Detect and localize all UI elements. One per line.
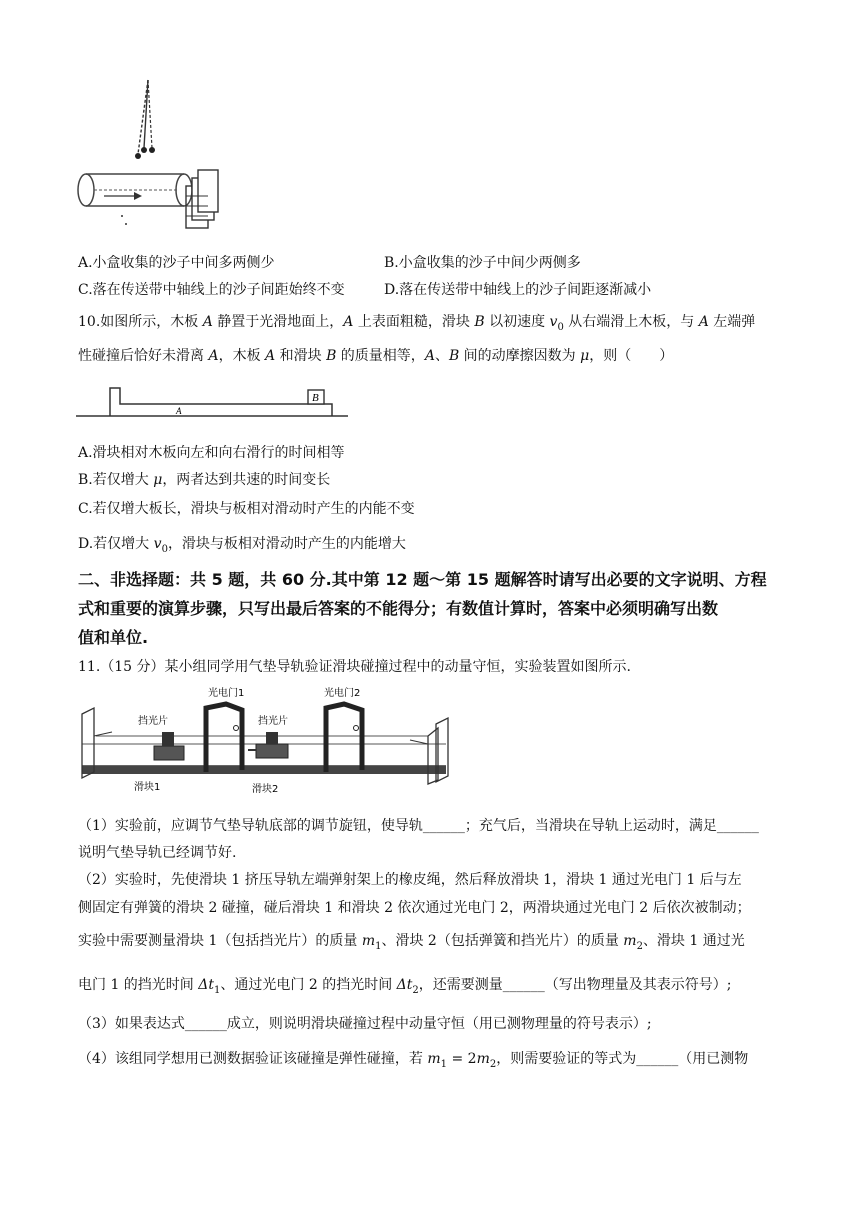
q9-option-a: A.小盒收集的沙子中间多两侧少: [78, 255, 275, 271]
q11-stem: 11.（15 分）某小组同学用气垫导轨验证滑块碰撞过程中的动量守恒，实验装置如图所示.: [78, 659, 631, 675]
q11-figure-slider1-label: 滑块1: [134, 782, 161, 793]
q10-option-a: A.滑块相对木板向左和向右滑行的时间相等: [78, 445, 345, 461]
q11-part2-line4: 电门 1 的挡光时间 $\Delta t_1$、通过光电门 2 的挡光时间 $\Delta t_2$，还需要测量______（写出物理量及其表示符号）;: [78, 977, 732, 996]
q11-part1-line2: 说明气垫导轨已经调节好.: [78, 845, 237, 861]
q11-part2-line3: 实验中需要测量滑块 1（包括挡光片）的质量 $m_1$、滑块 2（包括弹簧和挡光片）的质量 $m_2$、滑块 1 通过光: [78, 933, 745, 952]
q11-figure-slider2-label: 滑块2: [252, 784, 279, 795]
q9-option-b: B.小盒收集的沙子中间少两侧多: [384, 255, 581, 271]
q11-part2-line2: 侧固定有弹簧的滑块 2 碰撞，碰后滑块 1 和滑块 2 依次通过光电门 2，两滑块通过光电门 2 后依次被制动；: [78, 900, 751, 916]
q9-option-c: C.落在传送带中轴线上的沙子间距始终不变: [78, 282, 345, 298]
q10-figure-label-a: A: [176, 406, 182, 416]
q11-part2-line1: （2）实验时，先使滑块 1 挤压导轨左端弹射架上的橡皮绳，然后释放滑块 1，滑块 1 通过光电门 1 后与左: [78, 872, 742, 888]
q11-part1-line1: （1）实验前，应调节气垫导轨底部的调节旋钮，使导轨______；充气后，当滑块在导轨上运动时，满足______: [78, 818, 759, 834]
q10-option-d: D.若仅增大 $v_0$，滑块与板相对滑动时产生的内能增大: [78, 536, 406, 555]
section2-heading-line1: 二、非选择题：共 5 题，共 60 分.其中第 12 题～第 15 题解答时请写出必要的文字说明、方程: [78, 570, 767, 589]
q11-figure-shade1-label: 挡光片: [138, 716, 168, 727]
q11-figure-gate2-label: 光电门2: [324, 688, 361, 699]
q11-part4: （4）该组同学想用已测数据验证该碰撞是弹性碰撞，若 $m_1 = 2m_2$，则需要验证的等式为______（用已测物: [78, 1051, 749, 1070]
q10-figure-label-b: B: [312, 392, 319, 404]
q11-part3: （3）如果表达式______成立，则说明滑块碰撞过程中动量守恒（用已测物理量的符号表示）;: [78, 1016, 652, 1032]
q10-option-b: B.若仅增大 μ，两者达到共速的时间变长: [78, 472, 331, 488]
section2-heading-line3: 值和单位.: [78, 628, 149, 647]
q11-figure: [76, 684, 466, 796]
q10-option-c: C.若仅增大板长，滑块与板相对滑动时产生的内能不变: [78, 501, 415, 517]
q10-figure: [76, 384, 348, 418]
q9-option-d: D.落在传送带中轴线上的沙子间距逐渐减小: [384, 282, 652, 298]
q10-stem-line1: 10.如图所示，木板 A 静置于光滑地面上，A 上表面粗糙，滑块 B 以初速度 $v_0$ 从右端滑上木板，与 A 左端弹: [78, 314, 756, 333]
q10-stem-line2: 性碰撞后恰好未滑离 A，木板 A 和滑块 B 的质量相等，A、B 间的动摩擦因数为 μ，则（ ）: [78, 348, 674, 364]
q11-figure-gate1-label: 光电门1: [208, 688, 245, 699]
section2-heading-line2: 式和重要的演算步骤，只写出最后答案的不能得分；有数值计算时，答案中必须明确写出数: [78, 599, 719, 618]
q9-figure: [74, 78, 224, 238]
q11-figure-shade2-label: 挡光片: [258, 716, 288, 727]
